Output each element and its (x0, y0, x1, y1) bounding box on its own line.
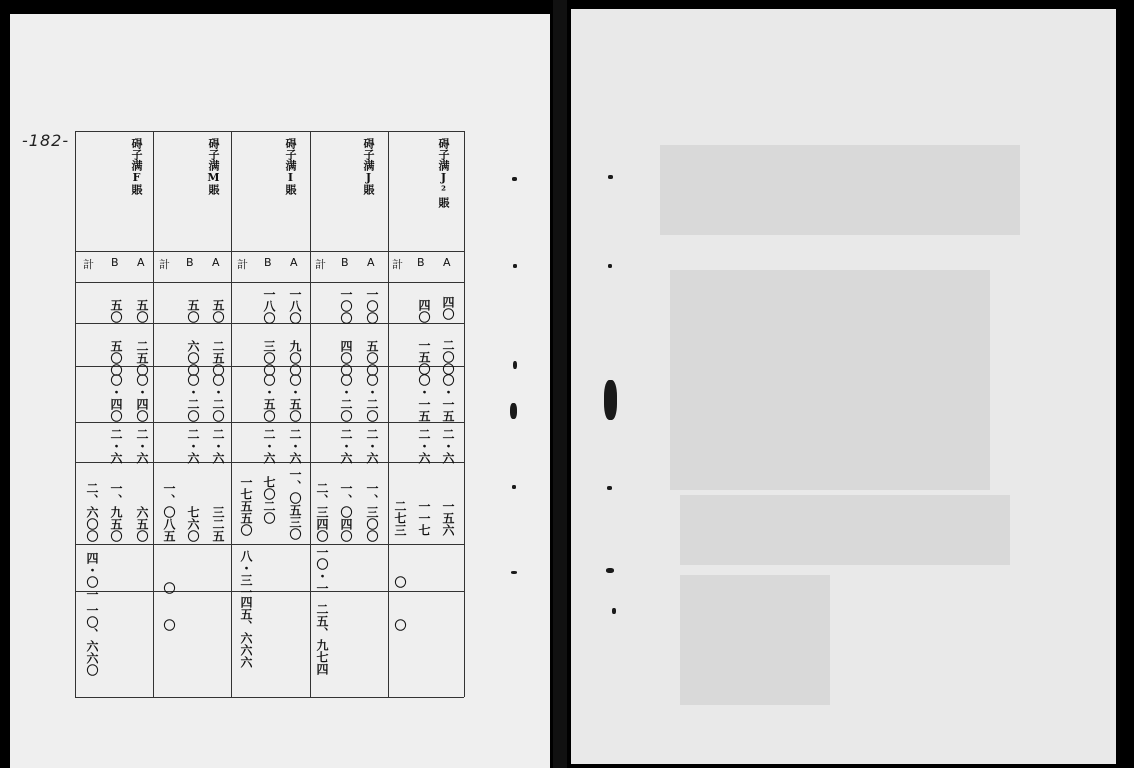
account-name: 碍子满J²賬 (437, 138, 450, 208)
column-header-total: 計 (315, 258, 326, 271)
ledger-cell: 二・六 (441, 428, 455, 464)
ledger-cell: 四〇〇 (339, 340, 353, 376)
ledger-cell: 〇・五〇 (262, 374, 276, 422)
ledger-cell: 〇・五〇 (288, 374, 302, 422)
ledger-cell: 一七五五〇 (239, 476, 253, 536)
ledger-cell: 二五〇 (211, 340, 225, 376)
ledger-cell: 二・六 (262, 428, 276, 464)
row-divider (75, 591, 464, 592)
ledger-cell: 二五、九七四 (315, 603, 329, 675)
ledger-cell: 七六〇 (186, 506, 200, 542)
ledger-cell: 二・六 (417, 428, 431, 464)
ledger-cell: 一五六 (441, 500, 455, 536)
column-header-a: A (367, 256, 375, 269)
column-header-total: 計 (392, 258, 403, 271)
ledger-cell: 〇・二〇 (186, 374, 200, 422)
ledger-cell: 〇 (393, 576, 407, 588)
account-name: 碍子满F賬 (130, 138, 143, 195)
ledger-cell: 二・六 (339, 428, 353, 464)
column-header-b: B (341, 256, 349, 269)
ledger-cell: 八・三一 (239, 550, 253, 598)
ledger-cell: 三〇〇 (262, 340, 276, 376)
column-header-b: B (264, 256, 272, 269)
ledger-cell: 五〇〇 (365, 340, 379, 376)
column-header-total: 計 (237, 258, 248, 271)
ledger-cell: 二・六 (109, 428, 123, 464)
ledger-cell: 七〇二〇 (262, 476, 276, 524)
column-rule (153, 131, 154, 697)
ledger-cell: 一一七 (417, 500, 431, 536)
ledger-cell: 二・六 (211, 428, 225, 464)
column-header-b: B (186, 256, 194, 269)
ledger-cell: 二五〇 (135, 340, 149, 376)
column-header-a: A (290, 256, 298, 269)
ledger-cell: 二・六 (365, 428, 379, 464)
ledger-cell: 二、六〇〇 (85, 482, 99, 542)
ledger-cell: 一〇・一 (315, 546, 329, 594)
row-divider (75, 422, 464, 423)
column-rule (75, 131, 76, 697)
ledger-cell: 一、九五〇 (109, 482, 123, 542)
column-header-b: B (111, 256, 119, 269)
ledger-cell: 〇 (162, 582, 176, 594)
ledger-cell: 四〇 (417, 299, 431, 323)
ledger-cell: 一、〇五三〇 (288, 468, 302, 540)
table-top-rule (75, 131, 464, 132)
ledger-cell: 五〇 (211, 299, 225, 323)
column-rule (310, 131, 311, 697)
ledger-cell: 〇・一五 (441, 374, 455, 422)
ledger-cell: 〇 (393, 619, 407, 631)
ledger-cell: 二〇〇 (441, 339, 455, 375)
ledger-cell: 一、〇八五 (162, 482, 176, 542)
column-header-a: A (137, 256, 145, 269)
subheader-divider (75, 282, 464, 283)
ledger-cell: 五〇 (186, 299, 200, 323)
column-header-total: 計 (159, 258, 170, 271)
book-gutter (553, 0, 567, 768)
account-name: 碍子满I賬 (284, 138, 297, 195)
ledger-cell: 一〇、六六〇 (85, 604, 99, 676)
column-rule (388, 131, 389, 697)
ledger-cell: 四〇 (441, 296, 455, 320)
ledger-cell: 五〇 (109, 299, 123, 323)
account-name: 碍子满M賬 (207, 138, 220, 195)
ledger-cell: 一八〇 (262, 288, 276, 324)
account-name: 碍子满J賬 (362, 138, 375, 195)
ledger-cell: 二・六 (135, 428, 149, 464)
ledger-cell: 九〇〇 (288, 340, 302, 376)
ledger-cell: 〇・四〇 (109, 374, 123, 422)
column-rule (464, 131, 465, 697)
column-rule (231, 131, 232, 697)
ledger-cell: 〇・二〇 (339, 374, 353, 422)
ledger-cell: 四五、六六六 (239, 596, 253, 668)
ledger-cell: 二七三 (393, 500, 407, 536)
ledger-cell: 二・六 (288, 428, 302, 464)
ledger-cell: 五〇〇 (109, 340, 123, 376)
ledger-cell: 〇 (162, 619, 176, 631)
ledger-cell: 〇・四〇 (135, 374, 149, 422)
column-header-b: B (417, 256, 425, 269)
ledger-cell: 三二五 (211, 506, 225, 542)
column-header-a: A (443, 256, 451, 269)
ledger-cell: 〇・二〇 (211, 374, 225, 422)
ledger-cell: 六五〇 (135, 506, 149, 542)
column-header-total: 計 (83, 258, 94, 271)
ledger-cell: 〇・二〇 (365, 374, 379, 422)
ledger-cell: 四・〇一 (85, 552, 99, 600)
ledger-cell: 一、〇四〇 (339, 482, 353, 542)
row-divider (75, 544, 464, 545)
ledger-cell: 一〇〇 (365, 288, 379, 324)
ledger-cell: 一八〇 (288, 288, 302, 324)
ledger-cell: 二・六 (186, 428, 200, 464)
ledger-cell: 六〇〇 (186, 340, 200, 376)
ledger-cell: 〇・一五 (417, 374, 431, 422)
column-header-a: A (212, 256, 220, 269)
ledger-cell: 一五〇 (417, 339, 431, 375)
ledger-cell: 五〇 (135, 299, 149, 323)
ledger-cell: 一、三〇〇 (365, 482, 379, 542)
ledger-cell: 一〇〇 (339, 288, 353, 324)
table-bottom-rule (75, 697, 464, 698)
ledger-cell: 二、三四〇 (315, 482, 329, 542)
header-divider (75, 251, 464, 252)
page-number: -182- (22, 131, 70, 150)
